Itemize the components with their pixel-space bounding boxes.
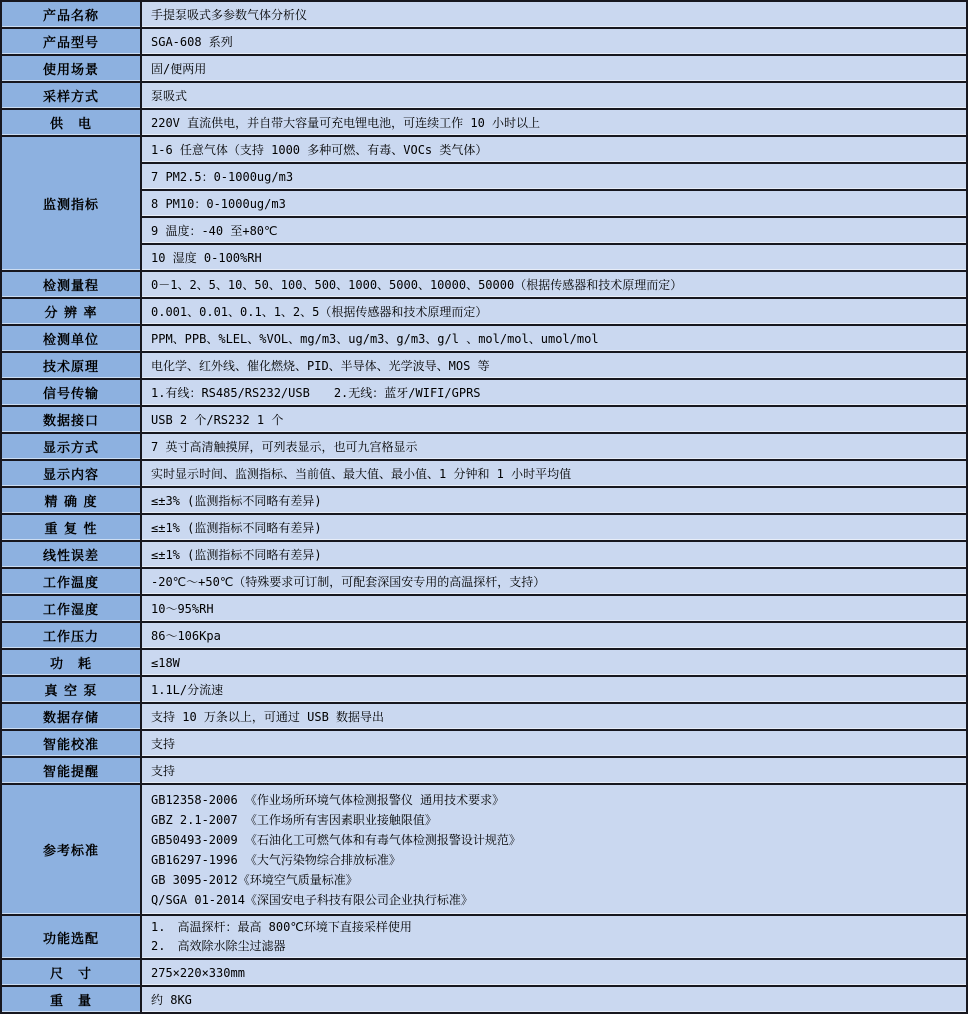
row-value: 泵吸式 xyxy=(141,82,967,109)
row-label: 分 辨 率 xyxy=(1,298,141,325)
table-row xyxy=(1,595,967,622)
table-row xyxy=(1,676,967,703)
row-label: 供 电 xyxy=(1,109,141,136)
row-label: 智能提醒 xyxy=(1,757,141,784)
table-row xyxy=(1,244,967,271)
table-row xyxy=(1,460,967,487)
row-label: 工作湿度 xyxy=(1,595,141,622)
standard-line: GBZ 2.1-2007 《工作场所有害因素职业接触限值》 xyxy=(151,812,437,827)
table-row xyxy=(1,217,967,244)
table-row xyxy=(1,541,967,568)
row-value: 220V 直流供电，并自带大容量可充电锂电池，可连续工作 10 小时以上 xyxy=(141,109,967,136)
row-label: 显示方式 xyxy=(1,433,141,460)
row-value: 8 PM10：0-1000ug/m3 xyxy=(141,190,967,217)
row-value: 1-6 任意气体（支持 1000 多种可燃、有毒、VOCs 类气体） xyxy=(141,136,967,163)
table-row xyxy=(1,406,967,433)
row-value: ≤18W xyxy=(141,649,967,676)
row-value: 0.001、0.01、0.1、1、2、5（根据传感器和技术原理而定） xyxy=(141,298,967,325)
row-label: 重 复 性 xyxy=(1,514,141,541)
row-value xyxy=(141,915,967,959)
option-line: 1. 高温探杆：最高 800℃环境下直接采样使用 xyxy=(151,920,412,934)
row-value: 9 温度：-40 至+80℃ xyxy=(141,217,967,244)
table-row xyxy=(1,703,967,730)
table-row xyxy=(1,352,967,379)
table-row xyxy=(1,986,967,1013)
table-row xyxy=(1,298,967,325)
row-label: 工作压力 xyxy=(1,622,141,649)
table-row xyxy=(1,487,967,514)
row-label: 参考标准 xyxy=(1,784,141,915)
row-value: 固/便两用 xyxy=(141,55,967,82)
row-label: 数据接口 xyxy=(1,406,141,433)
row-value: 支持 xyxy=(141,730,967,757)
row-value: ≤±1% (监测指标不同略有差异) xyxy=(141,541,967,568)
standard-line: GB 3095-2012《环境空气质量标准》 xyxy=(151,872,358,887)
row-value: 1.有线：RS485/RS232/USB 2.无线：蓝牙/WIFI/GPRS xyxy=(141,379,967,406)
table-row xyxy=(1,568,967,595)
standard-line: Q/SGA 01-2014《深国安电子科技有限公司企业执行标准》 xyxy=(151,892,473,907)
table-row xyxy=(1,379,967,406)
option-line: 2. 高效除水除尘过滤器 xyxy=(151,939,286,953)
table-row xyxy=(1,959,967,986)
row-label: 工作温度 xyxy=(1,568,141,595)
row-label: 真 空 泵 xyxy=(1,676,141,703)
row-label: 使用场景 xyxy=(1,55,141,82)
table-row xyxy=(1,55,967,82)
row-value: 1.1L/分流速 xyxy=(141,676,967,703)
row-label: 产品名称 xyxy=(1,1,141,28)
row-value: ≤±3% (监测指标不同略有差异) xyxy=(141,487,967,514)
row-value: -20℃～+50℃（特殊要求可订制，可配套深国安专用的高温探杆，支持） xyxy=(141,568,967,595)
table-row xyxy=(1,28,967,55)
row-label: 显示内容 xyxy=(1,460,141,487)
row-label: 重 量 xyxy=(1,986,141,1013)
row-value: 手提泵吸式多参数气体分析仪 xyxy=(141,1,967,28)
row-label: 采样方式 xyxy=(1,82,141,109)
row-label: 线性误差 xyxy=(1,541,141,568)
row-value: 86～106Kpa xyxy=(141,622,967,649)
standard-line: GB16297-1996 《大气污染物综合排放标准》 xyxy=(151,852,401,867)
standard-line: GB50493-2009 《石油化工可燃气体和有毒气体检测报警设计规范》 xyxy=(151,832,521,847)
row-value: 支持 xyxy=(141,757,967,784)
row-value: 7 PM2.5：0-1000ug/m3 xyxy=(141,163,967,190)
table-row xyxy=(1,1,967,28)
table-row xyxy=(1,82,967,109)
table-row xyxy=(1,163,967,190)
row-value: 约 8KG xyxy=(141,986,967,1013)
row-value: USB 2 个/RS232 1 个 xyxy=(141,406,967,433)
table-row xyxy=(1,757,967,784)
table-row xyxy=(1,271,967,298)
row-label: 功 耗 xyxy=(1,649,141,676)
table-row xyxy=(1,136,967,163)
row-value: 275×220×330mm xyxy=(141,959,967,986)
row-value: 电化学、红外线、催化燃烧、PID、半导体、光学波导、MOS 等 xyxy=(141,352,967,379)
row-value: 0－1、2、5、10、50、100、500、1000、5000、10000、50000（根据传感器和技术原理而定） xyxy=(141,271,967,298)
row-value: 10 湿度 0-100%RH xyxy=(141,244,967,271)
row-value: 10～95%RH xyxy=(141,595,967,622)
row-label: 数据存储 xyxy=(1,703,141,730)
standard-line: GB12358-2006 《作业场所环境气体检测报警仪 通用技术要求》 xyxy=(151,792,505,807)
table-row xyxy=(1,514,967,541)
table-row xyxy=(1,784,967,915)
table-row xyxy=(1,109,967,136)
row-value: PPM、PPB、%LEL、%VOL、mg/m3、ug/m3、g/m3、g/l 、mol/mol、umol/mol xyxy=(141,325,967,352)
table-row xyxy=(1,190,967,217)
row-label: 精 确 度 xyxy=(1,487,141,514)
table-row xyxy=(1,915,967,959)
row-value: 支持 10 万条以上，可通过 USB 数据导出 xyxy=(141,703,967,730)
row-value: SGA-608 系列 xyxy=(141,28,967,55)
table-row xyxy=(1,433,967,460)
table-row xyxy=(1,622,967,649)
row-value: 实时显示时间、监测指标、当前值、最大值、最小值、1 分钟和 1 小时平均值 xyxy=(141,460,967,487)
row-value xyxy=(141,784,967,915)
row-label: 检测单位 xyxy=(1,325,141,352)
row-label: 技术原理 xyxy=(1,352,141,379)
table-row xyxy=(1,649,967,676)
row-label: 尺 寸 xyxy=(1,959,141,986)
table-row xyxy=(1,730,967,757)
row-label: 智能校准 xyxy=(1,730,141,757)
row-label: 功能选配 xyxy=(1,915,141,959)
row-label: 产品型号 xyxy=(1,28,141,55)
row-value: 7 英寸高清触摸屏，可列表显示，也可九宫格显示 xyxy=(141,433,967,460)
row-label: 信号传输 xyxy=(1,379,141,406)
row-label: 检测量程 xyxy=(1,271,141,298)
row-value: ≤±1% (监测指标不同略有差异) xyxy=(141,514,967,541)
table-row xyxy=(1,325,967,352)
row-label: 监测指标 xyxy=(1,136,141,271)
